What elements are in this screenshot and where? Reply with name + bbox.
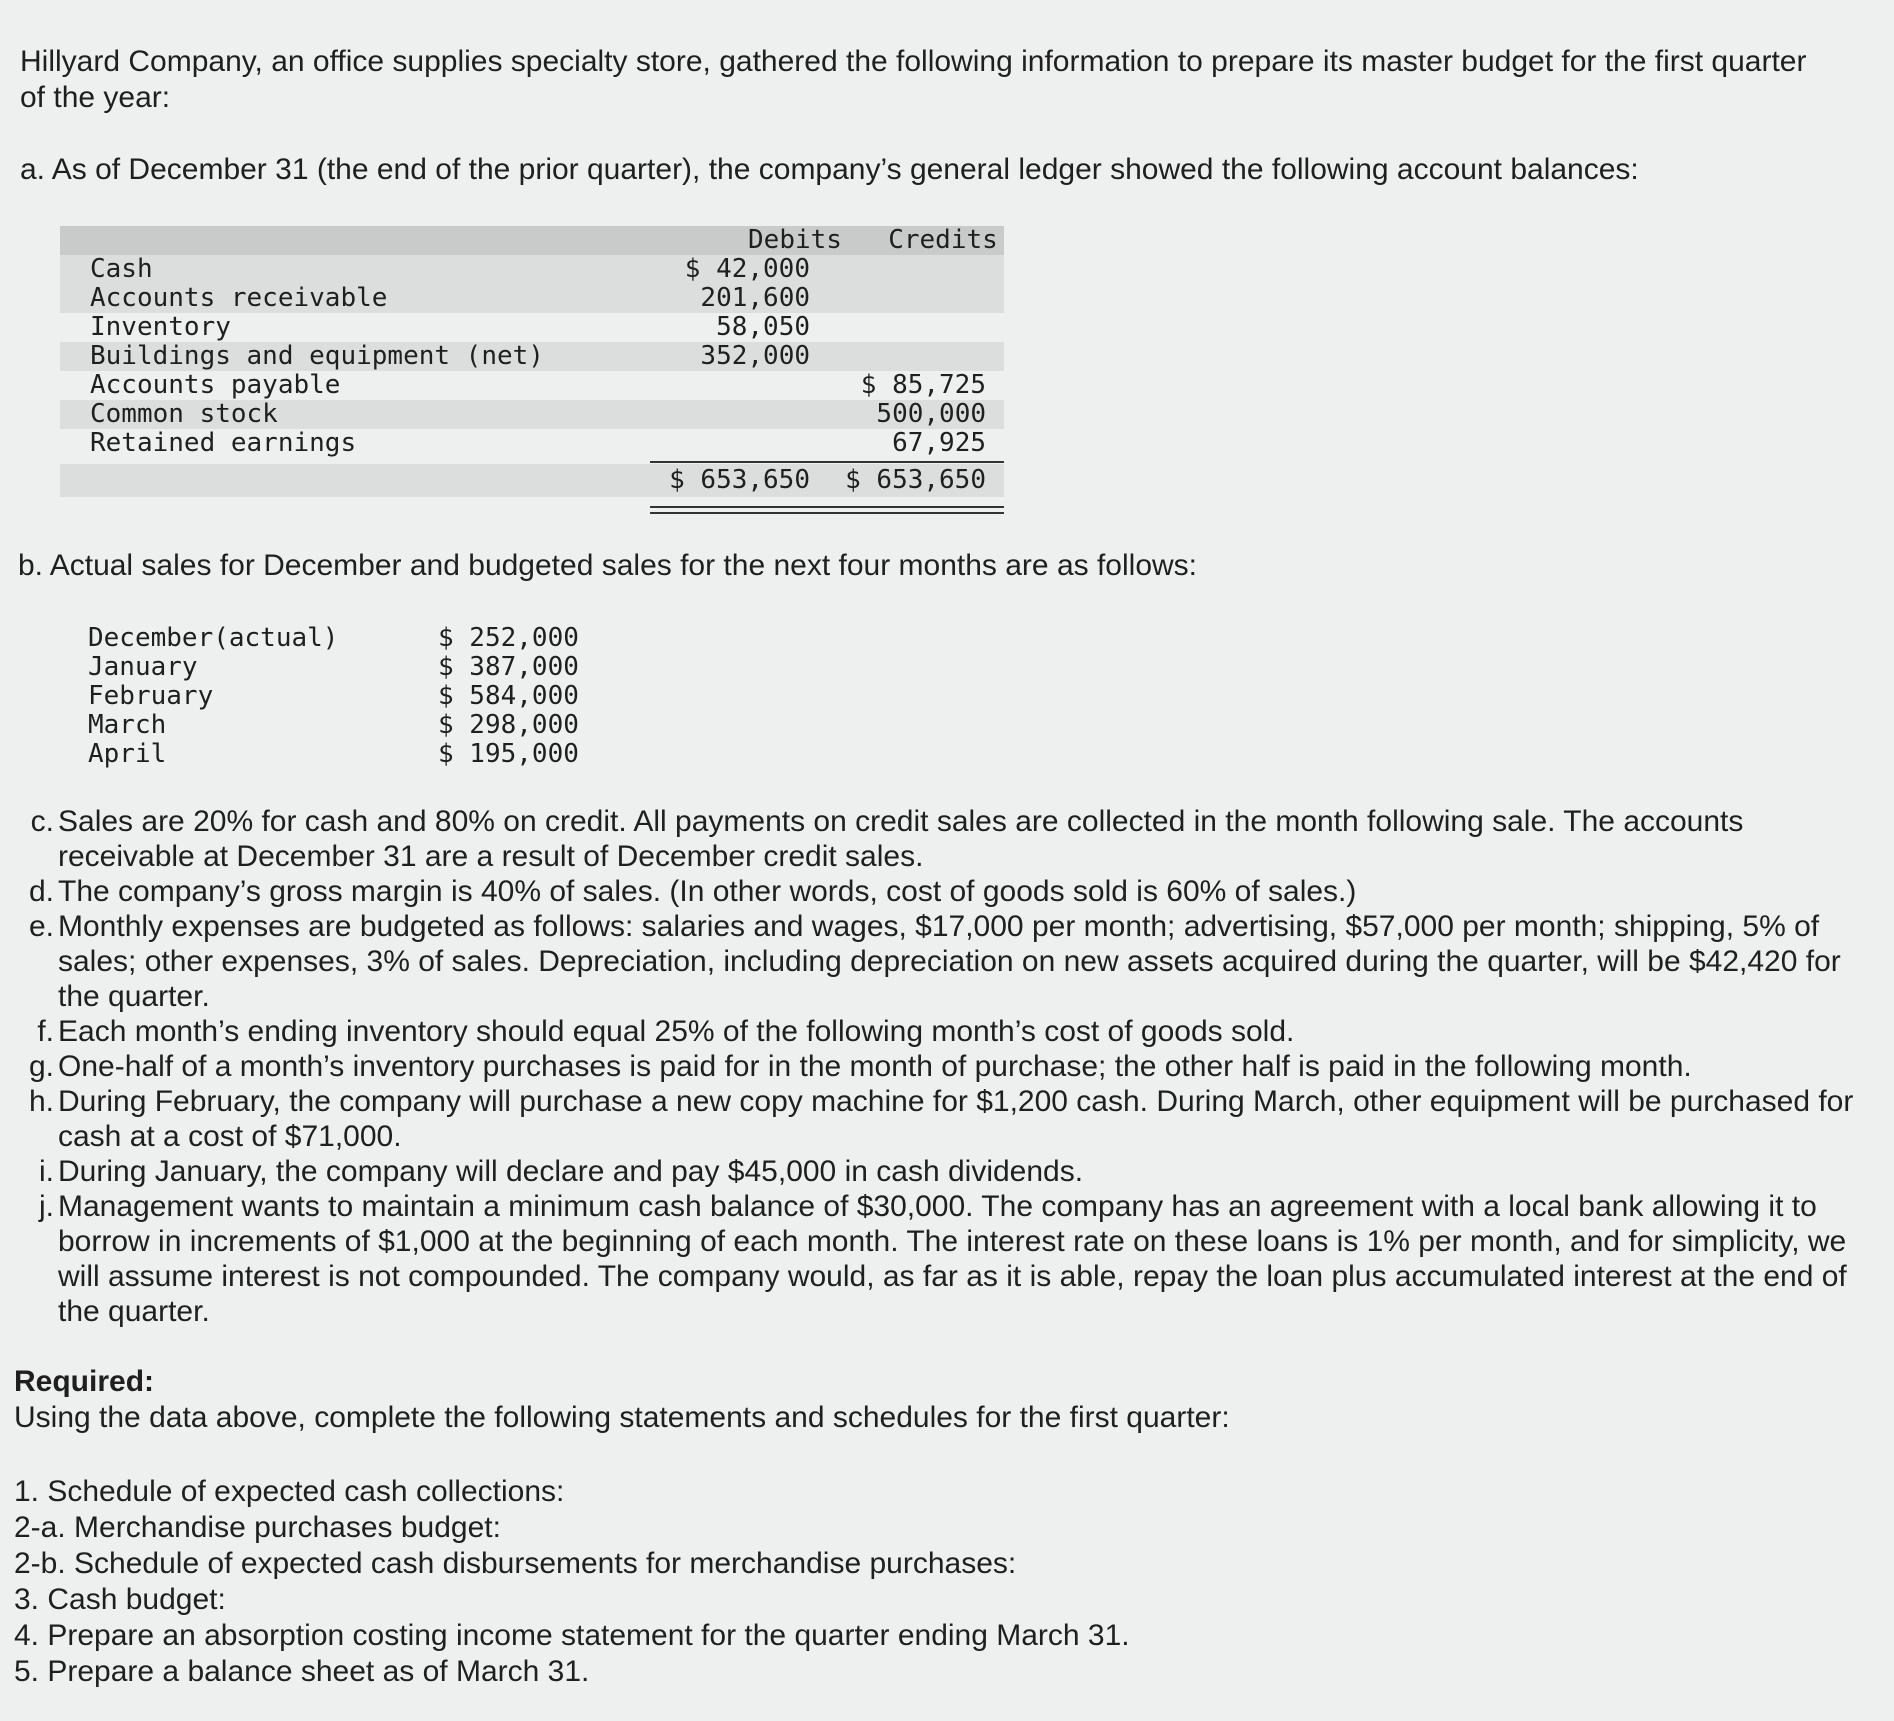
account-name: Accounts receivable xyxy=(90,283,388,313)
list-item xyxy=(14,1189,1874,1329)
table-row xyxy=(88,653,608,682)
required-section xyxy=(14,1364,1230,1436)
table-row xyxy=(88,682,608,711)
subtotal-rule xyxy=(650,461,1004,463)
item-text: One-half of a month’s inventory purchases is paid for in the month of purchase; the other half is paid in the following month. xyxy=(58,1050,1692,1083)
item-label: i. xyxy=(39,1155,54,1188)
item-label: g. xyxy=(28,1050,54,1083)
item-text: During January, the company will declare and pay $45,000 in cash dividends. xyxy=(58,1155,1084,1188)
intro-paragraph: Hillyard Company, an office supplies specialty store, gathered the following information to prepare its master budget for the first quarter of the year: xyxy=(20,45,1807,114)
list-item xyxy=(14,1049,1874,1084)
debits-header: Debits xyxy=(748,225,842,255)
debit-value: 58,050 xyxy=(716,312,810,342)
item-label: f. xyxy=(37,1015,54,1048)
debit-value: 201,600 xyxy=(700,283,810,313)
table-row xyxy=(60,400,1004,429)
item-label: h. xyxy=(28,1085,54,1118)
list-item: 2-b. Schedule of expected cash disbursements for merchandise purchases: xyxy=(14,1547,1017,1580)
item-label: j. xyxy=(39,1190,54,1223)
ledger-table xyxy=(60,226,1004,497)
table-row xyxy=(60,342,1004,371)
required-text: Using the data above, complete the following statements and schedules for the first quarter: xyxy=(14,1401,1230,1434)
list-item xyxy=(14,1154,1874,1189)
item-b-label: b. xyxy=(18,549,44,582)
required-heading: Required: xyxy=(14,1365,155,1398)
sales-table xyxy=(88,624,608,769)
sales-amount: $ 584,000 xyxy=(438,681,579,711)
table-row xyxy=(60,313,1004,342)
sales-month: January xyxy=(88,652,198,682)
item-a-label: a. xyxy=(20,153,46,186)
list-item: 1. Schedule of expected cash collections: xyxy=(14,1475,565,1508)
item-text: Each month’s ending inventory should equal 25% of the following month’s cost of goods sold. xyxy=(58,1015,1295,1048)
table-row xyxy=(60,255,1004,284)
list-item: 3. Cash budget: xyxy=(14,1583,226,1616)
debit-value: 352,000 xyxy=(700,341,810,371)
item-b-text: Actual sales for December and budgeted sales for the next four months are as follows: xyxy=(49,549,1197,582)
sales-amount: $ 387,000 xyxy=(438,652,579,682)
item-b xyxy=(18,548,1197,584)
list-item: 4. Prepare an absorption costing income statement for the quarter ending March 31. xyxy=(14,1619,1130,1652)
table-row xyxy=(60,429,1004,458)
account-name: Common stock xyxy=(90,399,278,429)
list-item xyxy=(14,1014,1874,1049)
assumptions-list xyxy=(14,804,1874,1329)
account-name: Buildings and equipment (net) xyxy=(90,341,544,371)
account-name: Retained earnings xyxy=(90,428,357,458)
debit-total: $ 653,650 xyxy=(669,465,810,495)
account-name: Accounts payable xyxy=(90,370,341,400)
list-item xyxy=(14,804,1874,874)
totals-row xyxy=(60,464,1004,497)
item-text: The company’s gross margin is 40% of sales. (In other words, cost of goods sold is 60% of sales.) xyxy=(58,875,1357,908)
list-item: 2-a. Merchandise purchases budget: xyxy=(14,1511,501,1544)
account-name: Inventory xyxy=(90,312,231,342)
credits-header: Credits xyxy=(888,225,998,255)
debit-value: $ 42,000 xyxy=(684,254,810,284)
credit-value: 67,925 xyxy=(892,428,986,458)
item-label: e. xyxy=(28,910,54,943)
sales-month: April xyxy=(88,739,167,769)
credit-value: $ 85,725 xyxy=(860,370,986,400)
list-item: 5. Prepare a balance sheet as of March 31. xyxy=(14,1655,590,1688)
item-text: Sales are 20% for cash and 80% on credit. All payments on credit sales are collected in the month following sale. The accounts receivable at December 31 are a result of December credit sales. xyxy=(58,805,1744,873)
item-text: Management wants to maintain a minimum cash balance of $30,000. The company has an agreement with a local bank allowing it to borrow in increments of $1,000 at the beginning of each month. The interest rate on these loans is 1% per month, and for simplicity, we will assume interest is not compounded. The company would, as far as it is able, repay the loan plus accumulated interest at the end of the quarter. xyxy=(58,1190,1847,1328)
sales-month: February xyxy=(88,681,214,711)
item-label: d. xyxy=(28,875,54,908)
item-text: During February, the company will purchase a new copy machine for $1,200 cash. During March, other equipment will be purchased for cash at a cost of $71,000. xyxy=(58,1085,1854,1153)
sales-month: December(actual) xyxy=(88,623,339,653)
list-item xyxy=(14,874,1874,909)
item-label: c. xyxy=(30,805,54,838)
item-text: Monthly expenses are budgeted as follows: salaries and wages, $17,000 per month; advertising, $57,000 per month; shipping, 5% of sales; other expenses, 3% of sales. Depreciation, including depreciation on new assets acquired during the quarter, will be $42,420 for the quarter. xyxy=(58,910,1841,1013)
item-a xyxy=(20,152,1639,188)
sales-amount: $ 195,000 xyxy=(438,739,579,769)
table-row xyxy=(88,711,608,740)
list-item xyxy=(14,1084,1874,1154)
credit-value: 500,000 xyxy=(876,399,986,429)
ledger-header-row xyxy=(60,226,1004,255)
list-item xyxy=(14,909,1874,1014)
table-row xyxy=(60,371,1004,400)
credit-total: $ 653,650 xyxy=(845,465,986,495)
table-row xyxy=(60,284,1004,313)
table-row xyxy=(88,740,608,769)
sales-amount: $ 298,000 xyxy=(438,710,579,740)
account-name: Cash xyxy=(90,254,153,284)
table-row xyxy=(88,624,608,653)
sales-amount: $ 252,000 xyxy=(438,623,579,653)
total-double-rule xyxy=(650,506,1004,514)
required-steps-list xyxy=(14,1474,1130,1690)
item-a-text: As of December 31 (the end of the prior quarter), the company’s general ledger showed the following account balances: xyxy=(51,153,1639,186)
sales-month: March xyxy=(88,710,167,740)
